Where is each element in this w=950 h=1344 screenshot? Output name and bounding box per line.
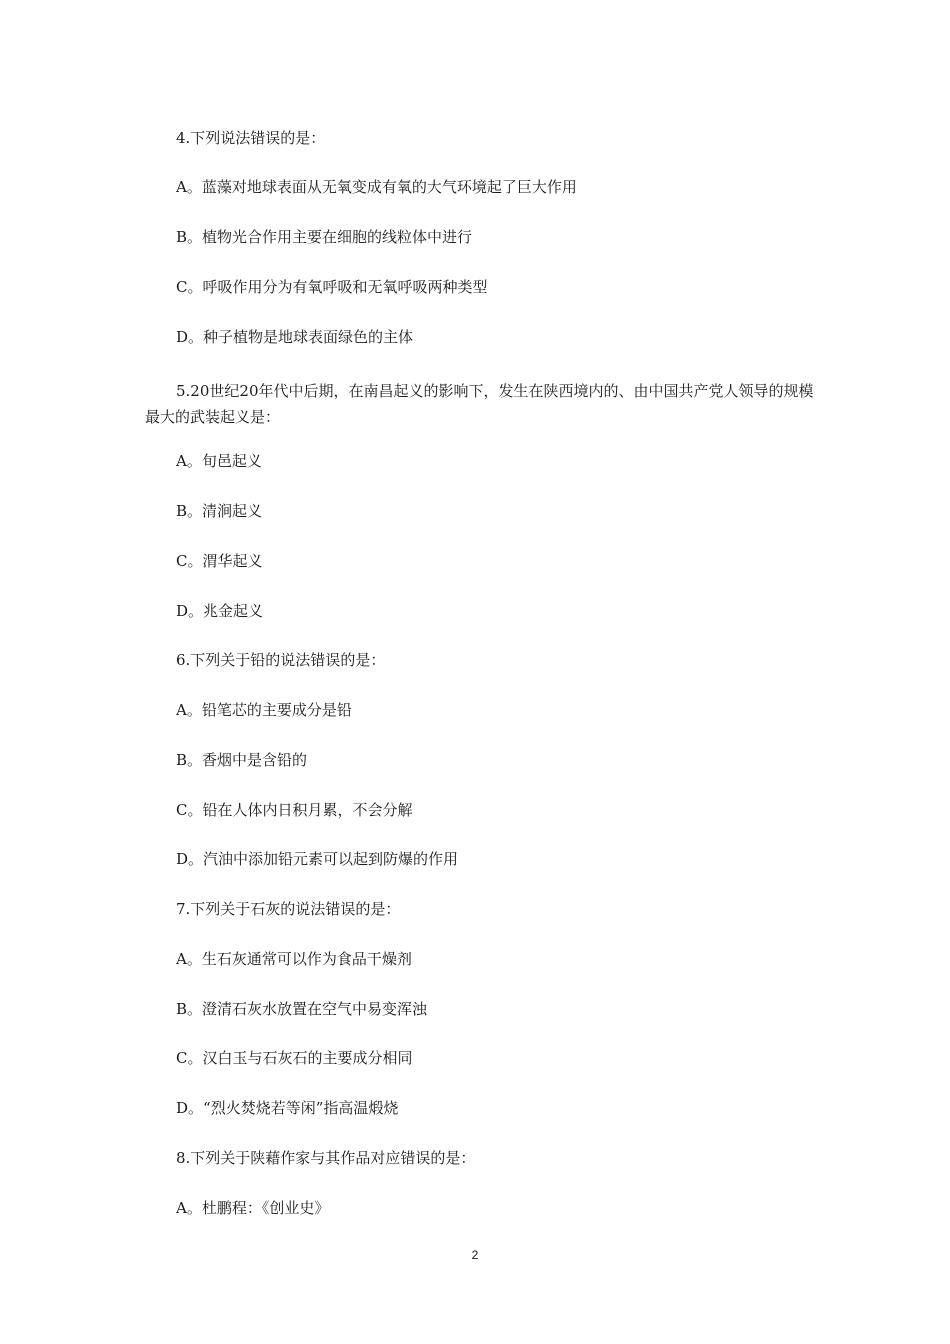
question-6-option-b: B。香烟中是含铅的 [176, 751, 308, 769]
question-6-option-c: C。铅在人体内日积月累，不会分解 [176, 801, 413, 819]
question-4-option-a: A。蓝藻对地球表面从无氧变成有氧的大气环境起了巨大作用 [176, 178, 577, 196]
question-8-stem: 8.下列关于陕藉作家与其作品对应错误的是： [176, 1149, 476, 1167]
question-6-option-a: A。铅笔芯的主要成分是铅 [176, 701, 352, 719]
question-5-option-c: C。渭华起义 [176, 552, 263, 570]
question-4-option-b: B。植物光合作用主要在细胞的线粒体中进行 [176, 228, 473, 246]
question-7-option-a: A。生石灰通常可以作为食品干燥剂 [176, 950, 412, 968]
question-7-option-d: D。“烈火焚烧若等闲”指高温煅烧 [176, 1099, 399, 1117]
question-7-option-b: B。澄清石灰水放置在空气中易变浑浊 [176, 1000, 428, 1018]
question-4-stem: 4.下列说法错误的是： [176, 129, 326, 147]
question-8-option-a: A。杜鹏程：《创业史》 [176, 1199, 330, 1217]
question-6-stem: 6.下列关于铅的说法错误的是： [176, 651, 386, 669]
question-4-option-d: D。种子植物是地球表面绿色的主体 [176, 328, 414, 346]
question-4-option-c: C。呼吸作用分为有氧呼吸和无氧呼吸两种类型 [176, 278, 488, 296]
question-5-option-a: A。旬邑起义 [176, 452, 262, 470]
question-6-option-d: D。汽油中添加铅元素可以起到防爆的作用 [176, 850, 459, 868]
question-5-option-d: D。兆金起义 [176, 602, 264, 620]
question-7-option-c: C。汉白玉与石灰石的主要成分相同 [176, 1049, 413, 1067]
page-number: 2 [471, 1248, 479, 1262]
question-5-stem: 5.20世纪20年代中后期，在南昌起义的影响下，发生在陕西境内的、由中国共产党人领导的规模最大的武装起义是： [145, 382, 814, 426]
question-5-option-b: B。清涧起义 [176, 502, 263, 520]
question-7-stem: 7.下列关于石灰的说法错误的是： [176, 900, 401, 918]
